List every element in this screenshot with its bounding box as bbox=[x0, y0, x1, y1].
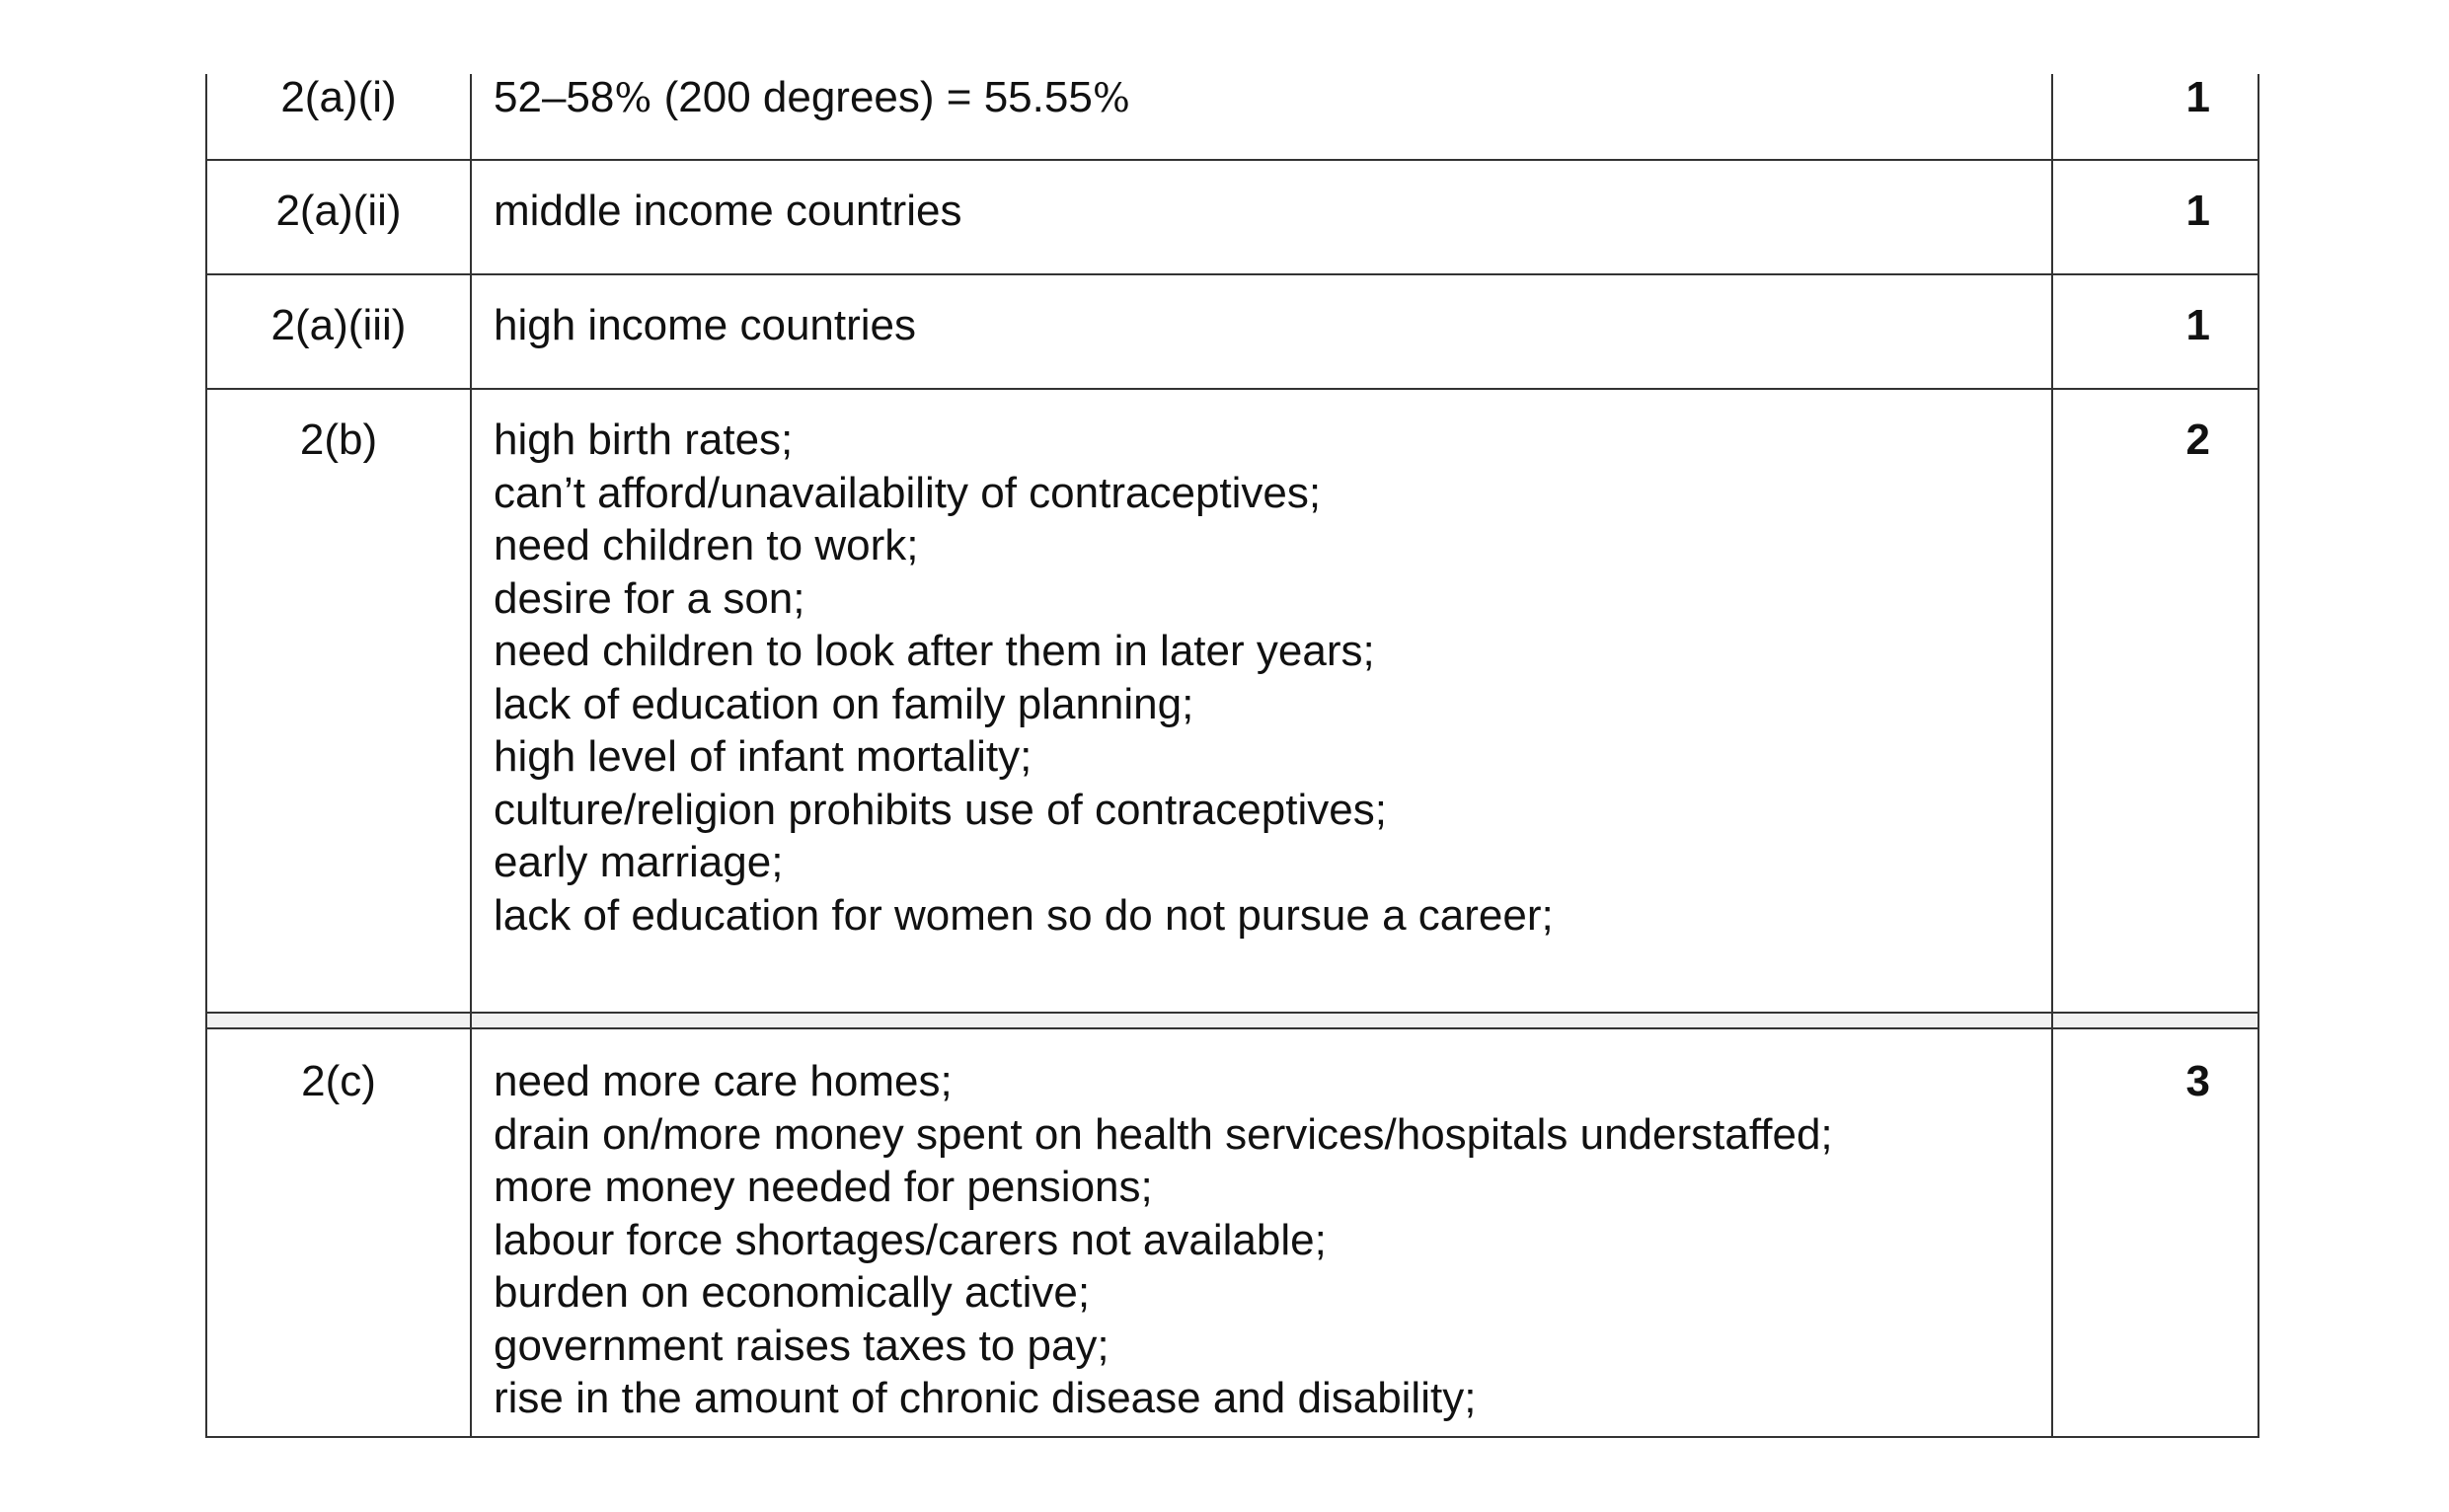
question-number-cell bbox=[206, 160, 471, 274]
answer-fragment: 52–58 bbox=[494, 73, 615, 121]
answer-line: need children to look after them in later years; bbox=[494, 627, 1375, 675]
table-row bbox=[206, 160, 2258, 274]
answer-line: need more care homes; bbox=[494, 1057, 953, 1105]
marks-cell bbox=[2052, 389, 2258, 1013]
marks-number: 2 bbox=[2185, 416, 2210, 464]
answer-line: government raises taxes to pay; bbox=[494, 1321, 1110, 1370]
table-row bbox=[206, 1028, 2258, 1437]
answer-cell bbox=[471, 274, 2052, 389]
answer-fragment: (200 degrees) = 55.55 bbox=[651, 73, 1093, 121]
question-number: 2(a)(i) bbox=[280, 73, 397, 121]
answer-line: lack of education for women so do not pursue a career; bbox=[494, 890, 1554, 940]
answer-text bbox=[494, 390, 2031, 942]
marks-value bbox=[2053, 161, 2258, 238]
answer-line: high birth rates; bbox=[494, 416, 794, 464]
marks-value bbox=[2053, 275, 2258, 352]
answer-cell bbox=[471, 74, 2052, 160]
marks-number: 1 bbox=[2185, 301, 2210, 349]
question-number: 2(c) bbox=[301, 1057, 376, 1105]
question-number-cell bbox=[206, 1028, 471, 1437]
answer-line: drain on/more money spent on health services/hospitals understaffed; bbox=[494, 1109, 1833, 1159]
separator-cell bbox=[2052, 1013, 2258, 1028]
question-number: 2(a)(iii) bbox=[270, 301, 407, 349]
marks-number: 3 bbox=[2185, 1057, 2210, 1105]
answer-line: labour force shortages/carers not available; bbox=[494, 1215, 1327, 1264]
question-number: 2(b) bbox=[299, 416, 378, 464]
marks-number: 1 bbox=[2185, 73, 2210, 121]
marks-value bbox=[2053, 390, 2258, 467]
answer-cell bbox=[471, 1028, 2052, 1437]
answer-text bbox=[494, 275, 2031, 352]
question-number-cell bbox=[206, 389, 471, 1013]
answer-fragment: % bbox=[614, 76, 652, 121]
answer-cell bbox=[471, 389, 2052, 1013]
separator-cell bbox=[206, 1013, 471, 1028]
answer-line: can’t afford/unavailability of contraceptives; bbox=[494, 468, 1322, 517]
row-separator bbox=[206, 1013, 2258, 1028]
table-row bbox=[206, 389, 2258, 1013]
answer-line: more money needed for pensions; bbox=[494, 1163, 1153, 1211]
mark-scheme-table bbox=[205, 74, 2259, 1438]
marks-value bbox=[2053, 71, 2258, 124]
marks-cell bbox=[2052, 74, 2258, 160]
answer-cell bbox=[471, 160, 2052, 274]
marks-number: 1 bbox=[2185, 187, 2210, 235]
marks-cell bbox=[2052, 1028, 2258, 1437]
answer-line: middle income countries bbox=[494, 187, 962, 235]
question-number: 2(a)(ii) bbox=[275, 187, 402, 235]
answer-fragment: % bbox=[1092, 76, 1130, 121]
marks-cell bbox=[2052, 274, 2258, 389]
answer-line: desire for a son; bbox=[494, 573, 805, 623]
answer-line: high level of infant mortality; bbox=[494, 732, 1033, 781]
answer-line: early marriage; bbox=[494, 838, 784, 886]
answer-line: need children to work; bbox=[494, 521, 919, 569]
answer-text bbox=[494, 161, 2031, 238]
table-row bbox=[206, 74, 2258, 160]
mark-scheme-page bbox=[205, 74, 2258, 1438]
question-number-cell bbox=[206, 274, 471, 389]
marks-value bbox=[2053, 1029, 2258, 1108]
answer-text bbox=[494, 71, 2031, 126]
answer-line: culture/religion prohibits use of contraceptives; bbox=[494, 785, 1387, 834]
answer-text bbox=[494, 1029, 2031, 1425]
answer-line: rise in the amount of chronic disease and disability; bbox=[494, 1374, 1477, 1422]
answer-line: high income countries bbox=[494, 301, 917, 349]
answer-line: burden on economically active; bbox=[494, 1268, 1091, 1317]
marks-cell bbox=[2052, 160, 2258, 274]
table-row bbox=[206, 274, 2258, 389]
question-number-cell bbox=[206, 74, 471, 160]
separator-cell bbox=[471, 1013, 2052, 1028]
answer-line: lack of education on family planning; bbox=[494, 679, 1194, 728]
